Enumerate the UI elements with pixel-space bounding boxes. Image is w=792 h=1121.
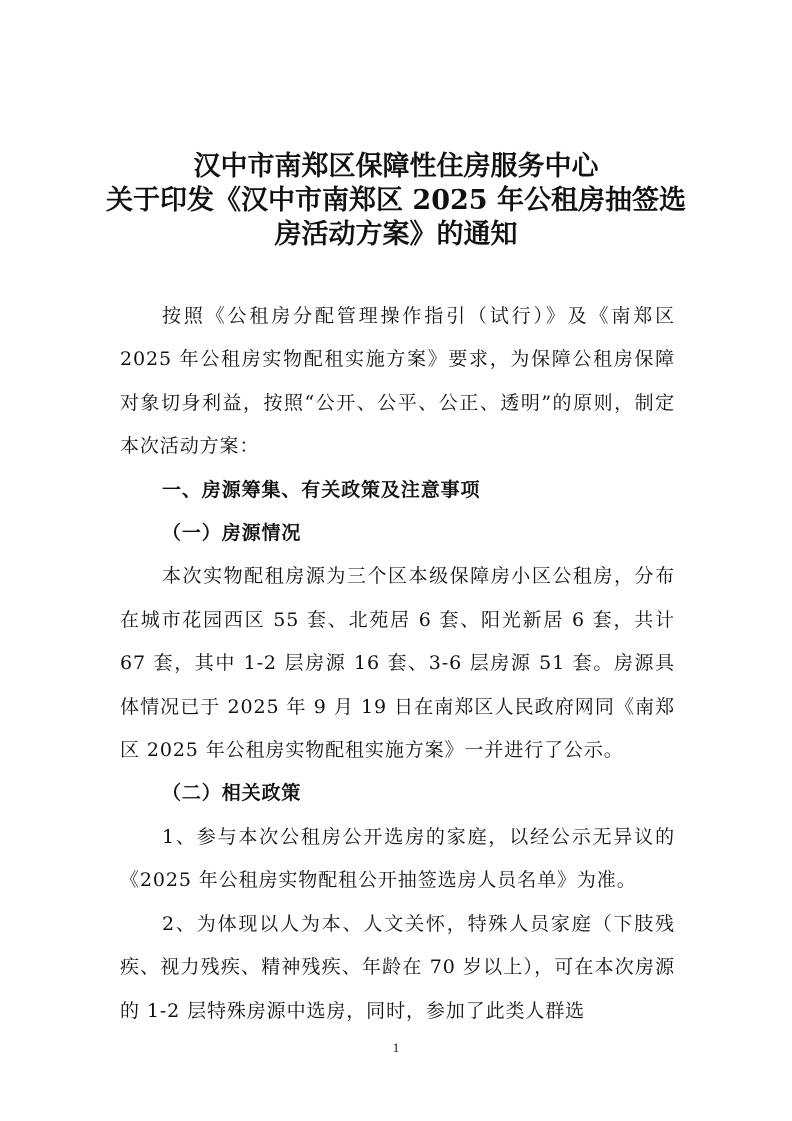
document-body bbox=[120, 295, 675, 1033]
housing-source-paragraph: 本次实物配租房源为三个区本级保障房小区公租房，分布在城市花园西区 55 套、北苑居 6 套、阳光新居 6 套，共计 67 套，其中 1-2 层房源 16 套、3-6 层房源 51 套。房源具体情况已于 2025 年 9 月 19 日在南郑区人民政府网同《南郑区 2025 年公租房实物配租实施方案》一并进行了公示。 bbox=[120, 565, 675, 762]
title-line-2: 关于印发《汉中市南郑区 2025 年公租房抽签选 bbox=[106, 185, 686, 216]
title-line-1: 汉中市南郑区保障性住房服务中心 bbox=[193, 151, 599, 182]
title-line-3: 房活动方案》的通知 bbox=[274, 219, 518, 250]
policy-item-1: 1、参与本次公租房公开选房的家庭，以经公示无异议的《2025 年公租房实物配租公开抽签选房人员名单》为准。 bbox=[120, 825, 675, 892]
page-number: 1 bbox=[392, 1040, 400, 1055]
intro-paragraph: 按照《公租房分配管理操作指引（试行）》及《南郑区 2025 年公租房实物配租实施方案》要求，为保障公租房保障对象切身利益，按照“公开、公平、公正、透明”的原则，制定本次活动方案： bbox=[120, 305, 675, 458]
section-heading-1: 一、房源筹集、有关政策及注意事项 bbox=[162, 478, 481, 501]
policy-item-2: 2、为体现以人为本、人文关怀，特殊人员家庭（下肢残疾、视力残疾、精神残疾、年龄在 70 岁以上），可在本次房源的 1-2 层特殊房源中选房，同时，参加了此类人群选 bbox=[120, 912, 675, 1022]
subsection-heading-1: （一）房源情况 bbox=[162, 522, 302, 545]
subsection-heading-2: （二）相关政策 bbox=[162, 782, 302, 805]
